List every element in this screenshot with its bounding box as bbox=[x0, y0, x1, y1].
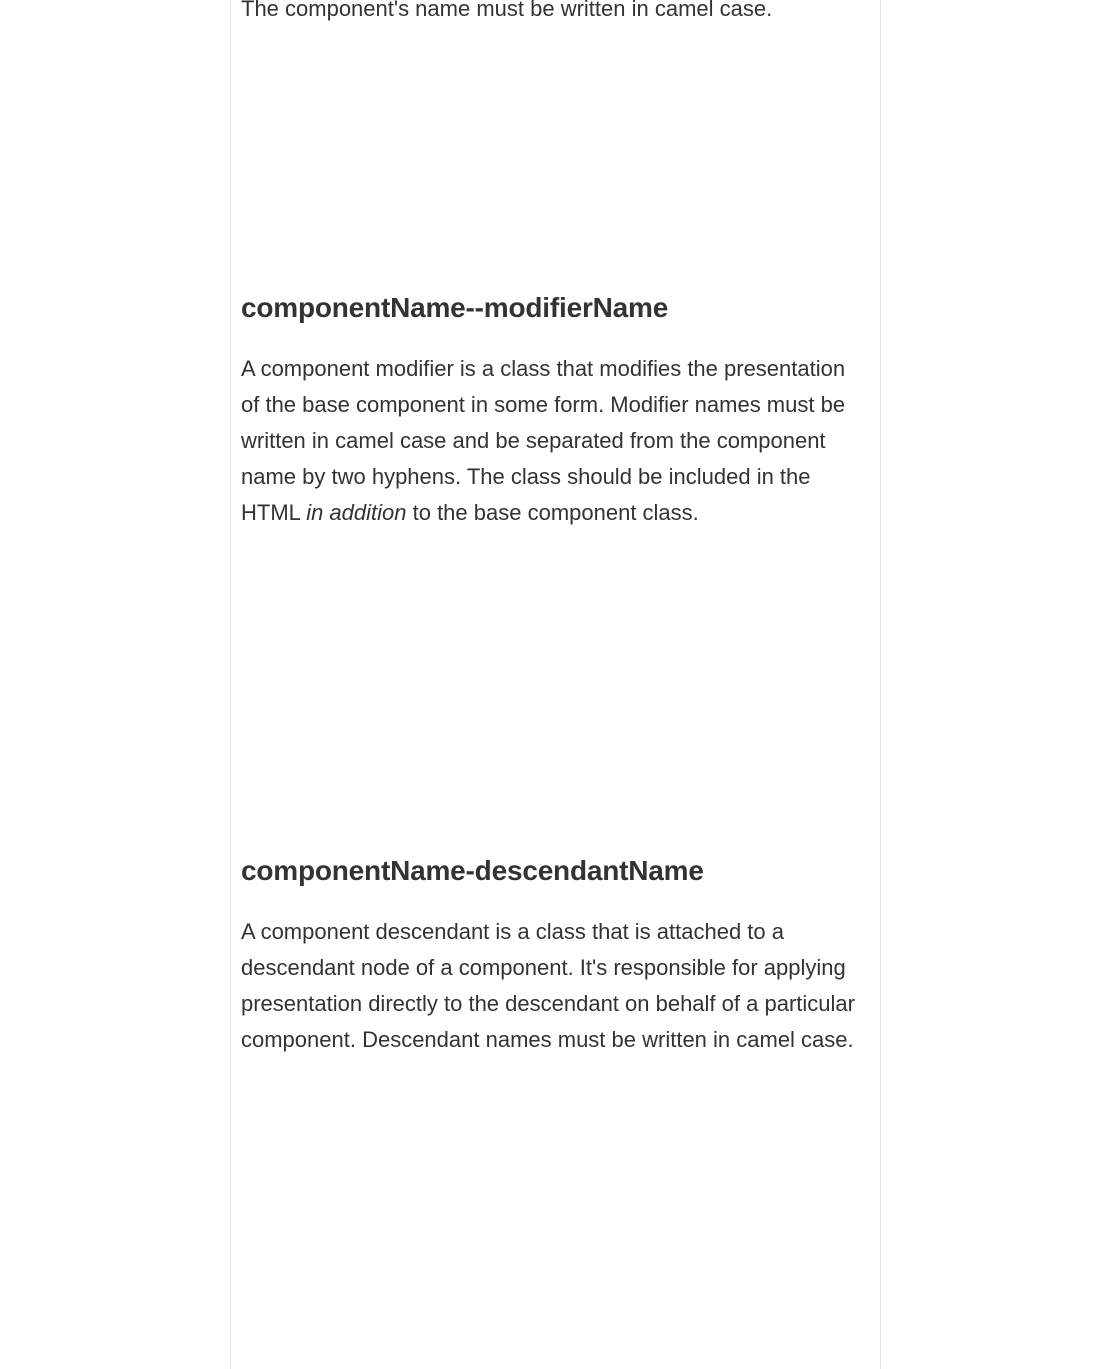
document-column bbox=[230, 0, 881, 1369]
section-heading-descendant: componentName-descendantName bbox=[241, 855, 704, 886]
intro-paragraph: The component's name must be written in camel case. bbox=[241, 0, 773, 21]
modifier-paragraph-text-start: A component modifier is a class that modifies the presentation of the base component in some form. Modifier names must be written in camel case and be separated from the component name by two hyphens. The class should be included in the HTML bbox=[241, 356, 846, 525]
section-heading-modifier: componentName--modifierName bbox=[241, 292, 669, 323]
descendant-paragraph: A component descendant is a class that is attached to a descendant node of a component. It's responsible for applying presentation directly to the descendant on behalf of a particular component. Descendant names must be written in camel case. bbox=[241, 919, 855, 1052]
modifier-paragraph bbox=[241, 351, 861, 531]
modifier-paragraph-text-end: to the base component class. bbox=[406, 500, 699, 525]
modifier-paragraph-emphasis: in addition bbox=[306, 500, 407, 525]
